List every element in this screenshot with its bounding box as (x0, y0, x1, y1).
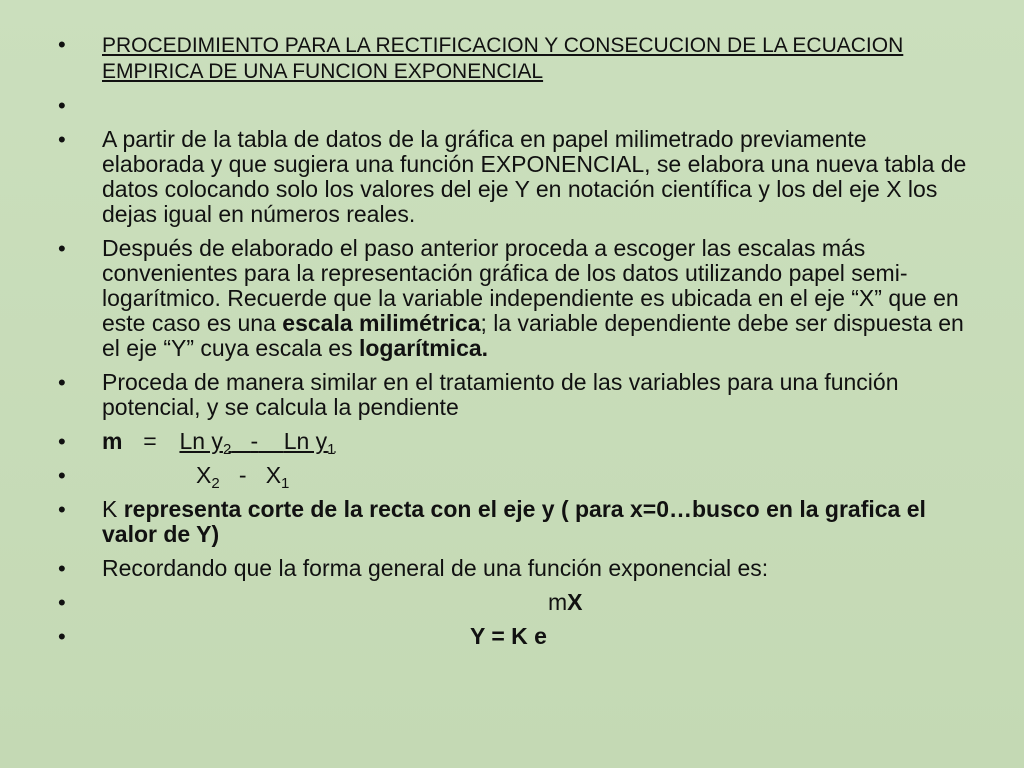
formula-denominator (102, 462, 290, 492)
bullet-k-definition (58, 497, 968, 547)
formula-sub-1: 1 (327, 441, 336, 458)
step-2-text-a: Después de elaborado el paso anterior proceda a escoger las escalas más convenientes para la representación gráfica de los datos utilizando papel semi-logarítmico. Recuerde que la variable independiente es ubicada en el eje “X” que en este caso es una (102, 235, 959, 336)
formula-sub-x2: 2 (211, 475, 220, 492)
bullet-step-2 (58, 236, 968, 361)
general-form-text: Recordando que la forma general de una función exponencial es: (102, 555, 769, 581)
step-1-text: A partir de la tabla de datos de la gráfica en papel milimetrado previamente elaborada y que sugiera una función EXPONENCIAL, se elabora una nueva tabla de datos colocando solo los valores del eje Y en notación científica y los del eje X los dejas igual en números reales. (102, 126, 967, 227)
step-3-text: Proceda de manera similar en el tratamiento de las variables para una función potencial, y se calcula la pendiente (102, 369, 899, 420)
formula-numerator (179, 428, 336, 458)
formula-m: m (102, 428, 123, 454)
bullet-formula-numerator (58, 428, 968, 458)
slide-title: PROCEDIMIENTO PARA LA RECTIFICACION Y CONSECUCION DE LA ECUACION EMPIRICA DE UNA FUNCION EXPONENCIAL (102, 34, 904, 83)
bullet-exponent (58, 590, 968, 615)
exponential-equation: Y = K e (470, 623, 547, 649)
exponent-m: m (548, 589, 568, 615)
bullet-step-3 (58, 370, 968, 420)
bullet-general-form (58, 556, 968, 581)
step-2-bold-log: logarítmica. (358, 335, 489, 361)
bullet-formula-denominator (58, 462, 968, 492)
formula-ln-y1: Ln y (283, 428, 328, 454)
formula-sub-x1: 1 (281, 475, 290, 492)
bullet-empty (58, 93, 968, 118)
bullet-title (58, 32, 968, 84)
bullet-equation (58, 624, 968, 649)
formula-x1: X (265, 462, 282, 488)
k-letter: K (102, 496, 118, 522)
bullet-list (58, 32, 968, 658)
formula-sub-2: 2 (222, 441, 232, 458)
formula-minus: - (250, 428, 259, 454)
formula-x2: X (196, 462, 212, 488)
exponent-line (102, 589, 583, 615)
k-definition-text: representa corte de la recta con el eje y ( para x=0…busco en la grafica el valor de Y) (102, 496, 926, 547)
step-2-text-c: ; la variable dependiente debe ser dispuesta en el eje “Y” cuya escala es (102, 310, 964, 361)
step-2-bold-scale: escala milimétrica (282, 310, 481, 336)
formula-x-minus: - (238, 462, 247, 488)
formula-equals: = (143, 428, 157, 454)
exponent-x: X (567, 589, 583, 615)
bullet-step-1 (58, 127, 968, 227)
formula-ln-y2: Ln y (179, 428, 223, 454)
